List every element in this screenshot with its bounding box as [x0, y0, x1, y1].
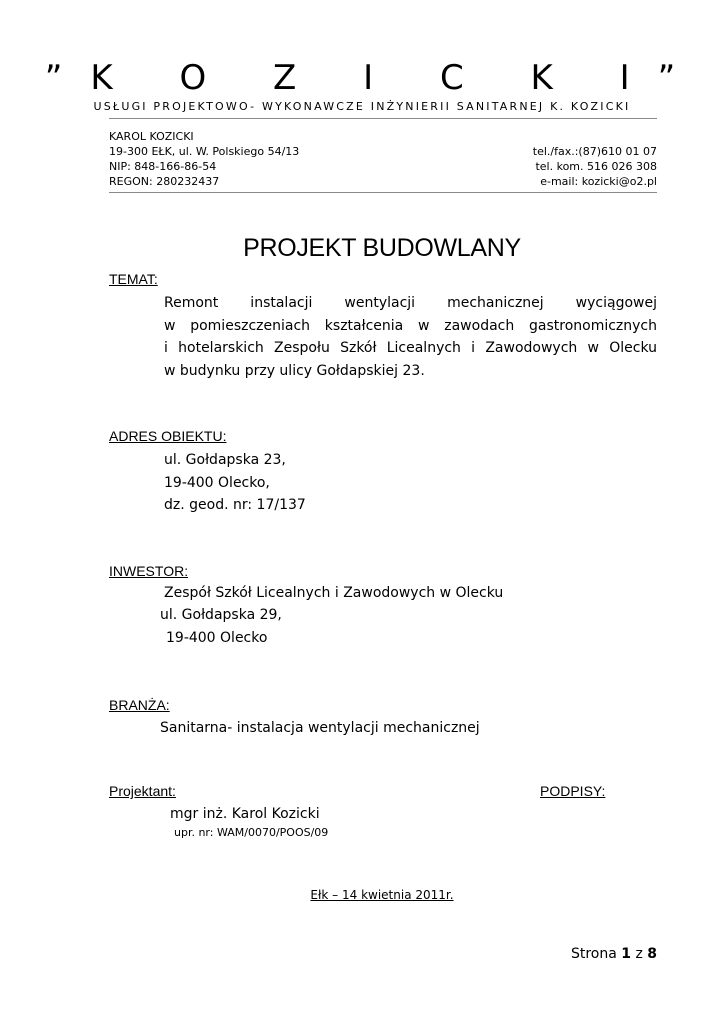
branza-label: BRANŻA: [109, 697, 170, 713]
inwestor-line-name: Zespół Szkół Licealnych i Zawodowych w Olecku [164, 585, 504, 601]
company-subtitle: USŁUGI PROJEKTOWO- WYKONAWCZE INŻYNIERII SANITARNEJ K. KOZICKI [93, 100, 631, 113]
adres-label: ADRES OBIEKTU: [109, 428, 227, 444]
page-prefix: Strona [570, 946, 617, 962]
page-number [571, 946, 657, 962]
header-divider-top [109, 118, 657, 119]
page-current: 1 [621, 946, 631, 962]
inwestor-line-city: 19-400 Olecko [166, 630, 268, 646]
temat-line: i hotelarskich Zespołu Szkół Licealnych i Zawodowych w Olecku [164, 340, 657, 356]
company-regon: REGON: 280232437 [109, 175, 220, 188]
company-address: 19-300 EŁK, ul. W. Polskiego 54/13 [109, 145, 300, 158]
document-date: Ełk – 14 kwietnia 2011r. [310, 888, 454, 902]
inwestor-line-street: ul. Gołdapska 29, [160, 607, 282, 623]
branza-value: Sanitarna- instalacja wentylacji mechanicznej [160, 720, 480, 736]
document-title: PROJEKT BUDOWLANY [243, 234, 521, 262]
temat-text [164, 292, 657, 382]
page-total: 8 [647, 946, 657, 962]
company-contact-right [397, 144, 657, 189]
inwestor-label: INWESTOR: [109, 563, 189, 579]
header-divider-bottom [109, 192, 657, 193]
company-logo-text: ”K O Z I C K I” [44, 58, 704, 98]
company-phone-fax: tel./fax.:(87)610 01 07 [532, 145, 657, 158]
owner-name: KAROL KOZICKI [109, 130, 194, 143]
temat-line: w pomieszczeniach kształcenia w zawodach gastronomicznych [164, 317, 657, 334]
temat-label: TEMAT: [109, 271, 158, 287]
temat-line: w budynku przy ulicy Gołdapskiej 23. [164, 362, 425, 379]
company-email: e-mail: kozicki@o2.pl [540, 175, 657, 188]
adres-line: dz. geod. nr: 17/137 [164, 497, 306, 513]
company-mobile: tel. kom. 516 026 308 [535, 160, 657, 173]
page-separator: z [635, 946, 643, 962]
adres-line: 19-400 Olecko, [164, 474, 270, 491]
projektant-label: Projektant: [109, 783, 176, 799]
company-contact-left [109, 129, 409, 189]
projektant-license: upr. nr: WAM/0070/POOS/09 [174, 826, 329, 839]
adres-line: ul. Gołdapska 23, [164, 452, 286, 468]
adres-text [164, 449, 306, 517]
projektant-name: mgr inż. Karol Kozicki [170, 806, 320, 822]
podpisy-label: PODPISY: [540, 783, 606, 799]
temat-line: Remont instalacji wentylacji mechanicznej wyciągowej [164, 295, 657, 311]
company-nip: NIP: 848-166-86-54 [109, 160, 217, 173]
